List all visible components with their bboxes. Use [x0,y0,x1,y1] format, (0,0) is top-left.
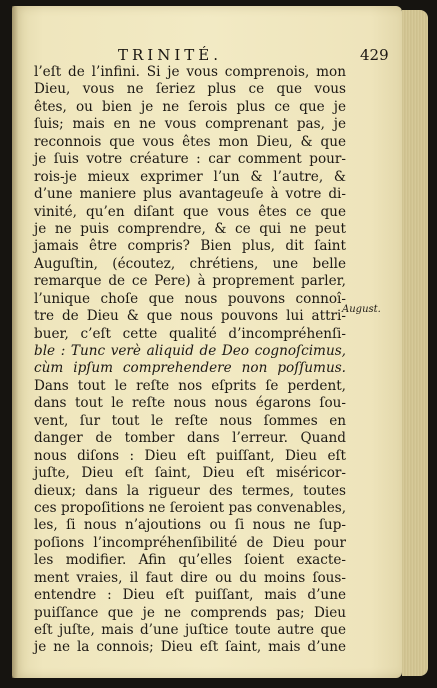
text-line: je ſuis votre créature : car comment pour- [34,151,346,168]
margin-note: August. [342,304,381,315]
text-line: je ne la connois; Dieu eſt ſaint, mais d’une [34,639,346,656]
text-line: juſte, Dieu eſt ſaint, Dieu eſt miséricor- [34,465,346,482]
latin-quote-line: cùm ipſum comprehendere non poſſumus. [34,360,346,377]
text-line: les, ſi nous n’ajoutions ou ſi nous ne ſup- [34,517,346,534]
body-text [34,64,346,657]
text-line: remarque de ce Pere) à proprement parler, [34,273,346,290]
text-line: rois-je mieux exprimer l’un & l’autre, & [34,168,346,185]
page-edges [402,10,428,676]
text-line: Dans tout le reſte nos eſprits ſe perdent, [34,377,346,394]
text-line: ment vraies, il faut dire ou du moins ſous- [34,569,346,586]
text-line: je ne puis comprendre, & ce qui ne peut [34,220,346,237]
text-line: dans tout le reſte nous nous égarons ſou- [34,395,346,412]
text-line: ſuis; mais en ne vous comprenant pas, je [34,116,346,133]
text-line: Dieu, vous ne ſeriez plus ce que vous [34,81,346,98]
running-head [30,46,390,66]
text-line: reconnois que vous êtes mon Dieu, & que [34,133,346,150]
running-head-title: TRINITÉ. [118,46,222,64]
page-number: 429 [360,46,389,64]
text-line: puiſſance que je ne comprends pas; Dieu [34,604,346,621]
text-line: d’une maniere plus avantageuſe à votre di- [34,186,346,203]
text-line: êtes, ou bien je ne ſerois plus ce que je [34,98,346,115]
text-line: jamais être compris? Bien plus, dit ſaint [34,238,346,255]
latin-quote-line: ble : Tunc verè aliquid de Deo cognoſcimus, [34,343,346,359]
text-line: entendre : Dieu eſt puiſſant, mais d’une [34,587,346,604]
text-line: l’unique choſe que nous pouvons connoî- [34,290,346,307]
text-line: les modifier. Afin qu’elles ſoient exacte- [34,552,346,569]
text-line: eſt juſte, mais d’une juſtice toute autre que [34,622,346,638]
text-line: tre de Dieu & que nous pouvons lui attri- [34,308,346,325]
text-line: vinité, qu’en diſant que vous êtes ce que [34,203,346,220]
text-line: l’eſt de l’infini. Si je vous comprenois, mon [34,64,346,80]
text-line: dieux; dans la rigueur des termes, toutes [34,482,346,499]
text-line: nous diſons : Dieu eſt puiſſant, Dieu eſt [34,447,346,464]
text-line: ces propoſitions ne ſeroient pas convenables, [34,499,347,516]
text-line: poſions l’incompréhenſibilité de Dieu pour [34,534,346,551]
text-line: danger de tomber dans l’erreur. Quand [34,430,346,447]
text-line: vent, ſur tout le reſte nous ſommes en [34,412,346,429]
text-line: buer, c’eſt cette qualité d’incompréhenſi- [34,325,346,342]
text-line: Auguſtin, (écoutez, chrétiens, une belle [34,255,346,272]
gutter-fold [12,6,18,678]
